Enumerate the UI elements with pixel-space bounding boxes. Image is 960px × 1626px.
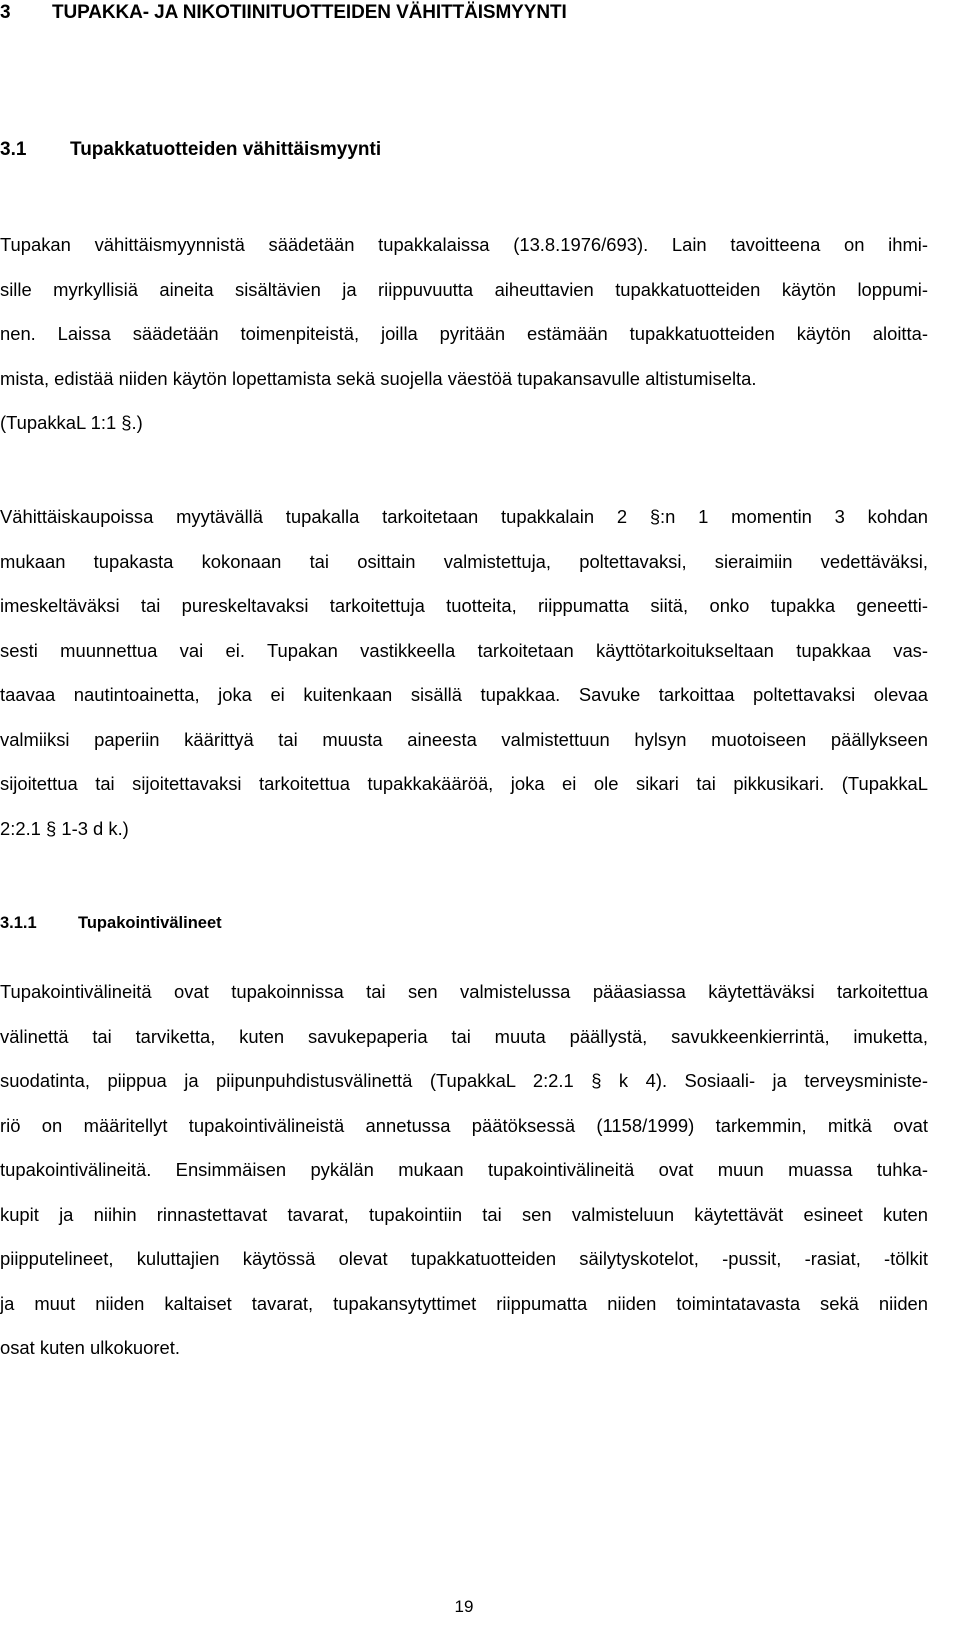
chapter-title: TUPAKKA- JA NIKOTIINITUOTTEIDEN VÄHITTÄISMYYNTI	[52, 2, 567, 23]
text-line: Vähittäiskaupoissa myytävällä tupakalla tarkoitetaan tupakkalain 2 §:n 1 momentin 3 kohdan	[0, 506, 928, 527]
text-line: välinettä tai tarviketta, kuten savukepaperia tai muuta päällystä, savukkeenkierrintä, imuketta,	[0, 1025, 928, 1047]
text-line: (TupakkaL 1:1 §.)	[0, 412, 143, 433]
text-line: nen. Laissa säädetään toimenpiteistä, joilla pyritään estämään tupakkatuotteiden käytön aloitta-	[0, 323, 928, 344]
text-line: sesti muunnettua vai ei. Tupakan vastikkeella tarkoitetaan käyttötarkoitukseltaan tupakkaa vas-	[0, 639, 928, 661]
text-line: valmiiksi paperiin käärittyä tai muusta aineesta valmistettuun hylsyn muotoiseen päällykseen	[0, 728, 928, 750]
chapter-number: 3	[0, 2, 11, 23]
text-line: ja muut niiden kaltaiset tavarat, tupakansytyttimet riippumatta niiden toimintatavasta sekä niiden	[0, 1292, 928, 1314]
paragraph-retail-tobacco-definition	[0, 495, 928, 851]
text-line: mista, edistää niiden käytön lopettamista sekä suojella väestöä tupakansavulle altistumiselta.	[0, 367, 757, 389]
text-line: taavaa nautintoainetta, joka ei kuitenkaan sisällä tupakkaa. Savuke tarkoittaa poltettavaksi olevaa	[0, 684, 928, 705]
text-line: Tupakan vähittäismyynnistä säädetään tupakkalaissa (13.8.1976/693). Lain tavoitteena on ihmi-	[0, 234, 928, 255]
text-line: osat kuten ulkokuoret.	[0, 1337, 180, 1358]
text-line: kupit ja niihin rinnastettavat tavarat, tupakointiin tai sen valmisteluun käytettävät esineet kuten	[0, 1203, 928, 1225]
text-line: sille myrkyllisiä aineita sisältävien ja riippuvuutta aiheuttavien tupakkatuotteiden käytön loppumi-	[0, 278, 928, 300]
text-line: imeskeltäväksi tai pureskeltavaksi tarkoitettuja tuotteita, riippumatta siitä, onko tupakka geneetti-	[0, 595, 928, 616]
text-line: Tupakointivälineitä ovat tupakoinnissa tai sen valmistelussa pääasiassa käytettäväksi tarkoitettua	[0, 981, 928, 1002]
text-line: riö on määritellyt tupakointivälineistä annetussa päätöksessä (1158/1999) tarkemmin, mitkä ovat	[0, 1114, 928, 1136]
section-heading	[0, 139, 381, 161]
subsection-heading	[0, 914, 222, 933]
text-line: sijoitettua tai sijoitettavaksi tarkoitettua tupakkakääröä, joka ei ole sikari tai pikkusikari. (TupakkaL	[0, 773, 928, 794]
text-line: suodatinta, piippua ja piipunpuhdistusvälinettä (TupakkaL 2:2.1 § k 4). Sosiaali- ja terveysministe-	[0, 1070, 928, 1091]
section-title: Tupakkatuotteiden vähittäismyynti	[70, 139, 382, 160]
page-number: 19	[454, 1597, 474, 1616]
text-line: mukaan tupakasta kokonaan tai osittain valmistettuja, poltettavaksi, sieraimiin vedettäväksi,	[0, 550, 928, 572]
section-number: 3.1	[0, 139, 27, 160]
paragraph-tobacco-law	[0, 223, 928, 446]
subsection-title: Tupakointivälineet	[78, 914, 222, 932]
chapter-heading	[0, 2, 567, 24]
text-line: piipputelineet, kuluttajien käytössä olevat tupakkatuotteiden säilytyskotelot, -pussit, -rasiat, -tölkit	[0, 1248, 928, 1269]
subsection-number: 3.1.1	[0, 914, 37, 932]
text-line: 2:2.1 § 1-3 d k.)	[0, 817, 129, 839]
paragraph-smoking-accessories	[0, 970, 928, 1371]
text-line: tupakointivälineitä. Ensimmäisen pykälän mukaan tupakointivälineitä ovat muun muassa tuhka-	[0, 1159, 928, 1180]
